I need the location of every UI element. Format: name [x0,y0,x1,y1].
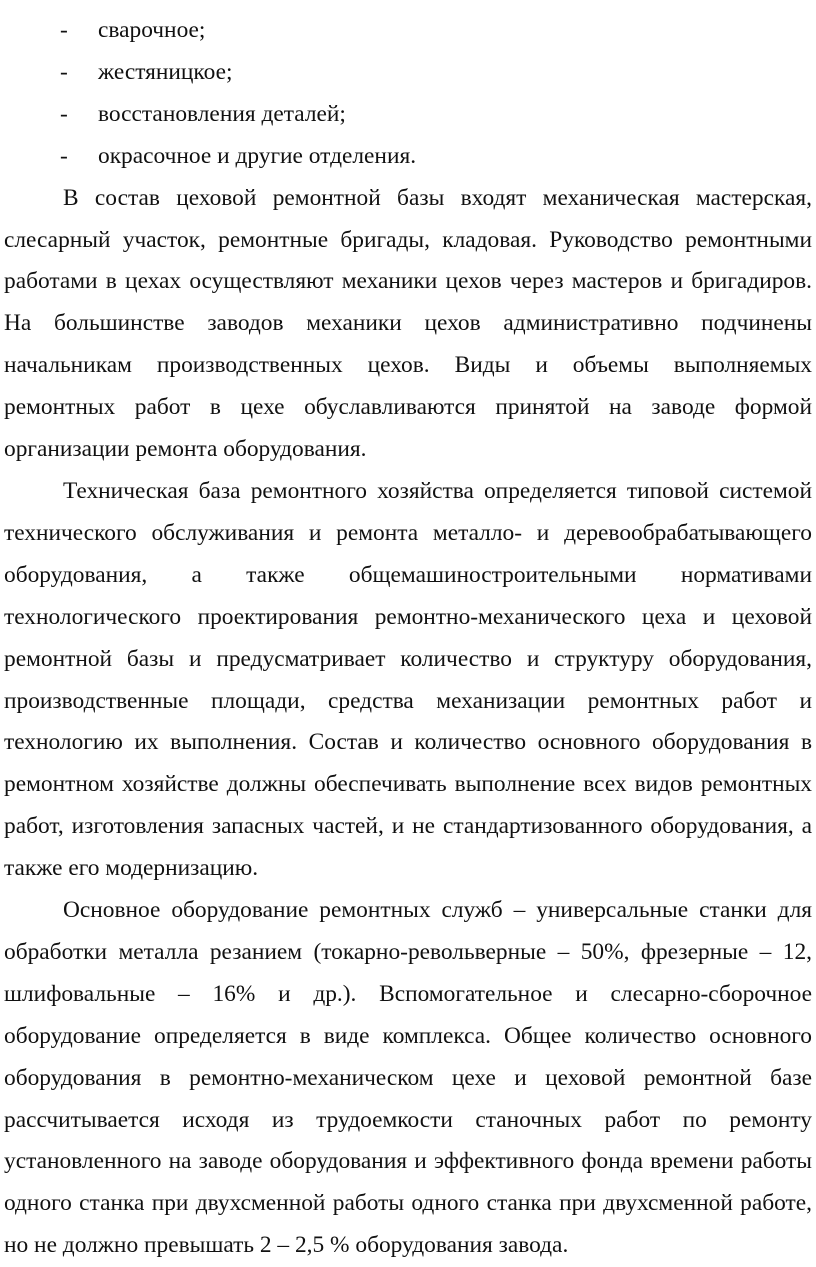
paragraph-technical-base: Техническая база ремонтного хозяйства определяется типовой системой технического обслуживания и ремонта металло- и деревообрабатывающего оборудования, а также общемашиностроительными нормативами технологического проектирования ремонтно-механического цеха и цеховой ремонтной базы и предусматривает количество и структуру оборудования, производственные площади, средства механизации ремонтных работ и технологию их выполнения. Состав и количество основного оборудования в ремонтном хозяйстве должны обеспечивать выполнение всех видов ремонтных работ, изготовления запасных частей, и не стандартизованного оборудования, а также его модернизацию. [4,477,812,882]
list-item-text: сварочное; [98,17,206,43]
list-item [4,52,812,94]
paragraph-repair-base: В состав цеховой ремонтной базы входят механическая мастерская, слесарный участок, ремонтные бригады, кладовая. Руководство ремонтными работами в цехах осуществляют механики цехов через мастеров и бригадиров. На большинстве заводов механики цехов административно подчинены начальникам производственных цехов. Виды и объемы выполняемых ремонтных работ в цехе обуславливаются принятой на заводе формой организации ремонта оборудования. [4,184,812,463]
list-dash: - [60,17,68,43]
list-item [4,10,812,52]
list-dash: - [60,58,68,85]
list-item [4,94,812,136]
list-item-text: окрасочное и другие отделения. [98,142,417,169]
list-dash: - [60,100,68,127]
list-item-text: восстановления деталей; [98,100,346,127]
list-dash: - [60,142,68,169]
departments-list [4,10,812,178]
list-item [4,136,812,178]
list-item-text: жестяницкое; [98,58,233,85]
paragraph-main-equipment: Основное оборудование ремонтных служб – универсальные станки для обработки металла резанием (токарно-револьверные – 50%, фрезерные – 12, шлифовальные – 16% и др.). Вспомогательное и слесарно-сборочное оборудование определяется в виде комплекса. Общее количество основного оборудования в ремонтно-механическом цехе и цеховой ремонтной базе рассчитывается исходя из трудоемкости станочных работ по ремонту установленного на заводе оборудования и эффективного фонда времени работы одного станка при двухсменной работы одного станка при двухсменной работе, но не должно превышать 2 – 2,5 % оборудования завода. [4,897,812,1259]
